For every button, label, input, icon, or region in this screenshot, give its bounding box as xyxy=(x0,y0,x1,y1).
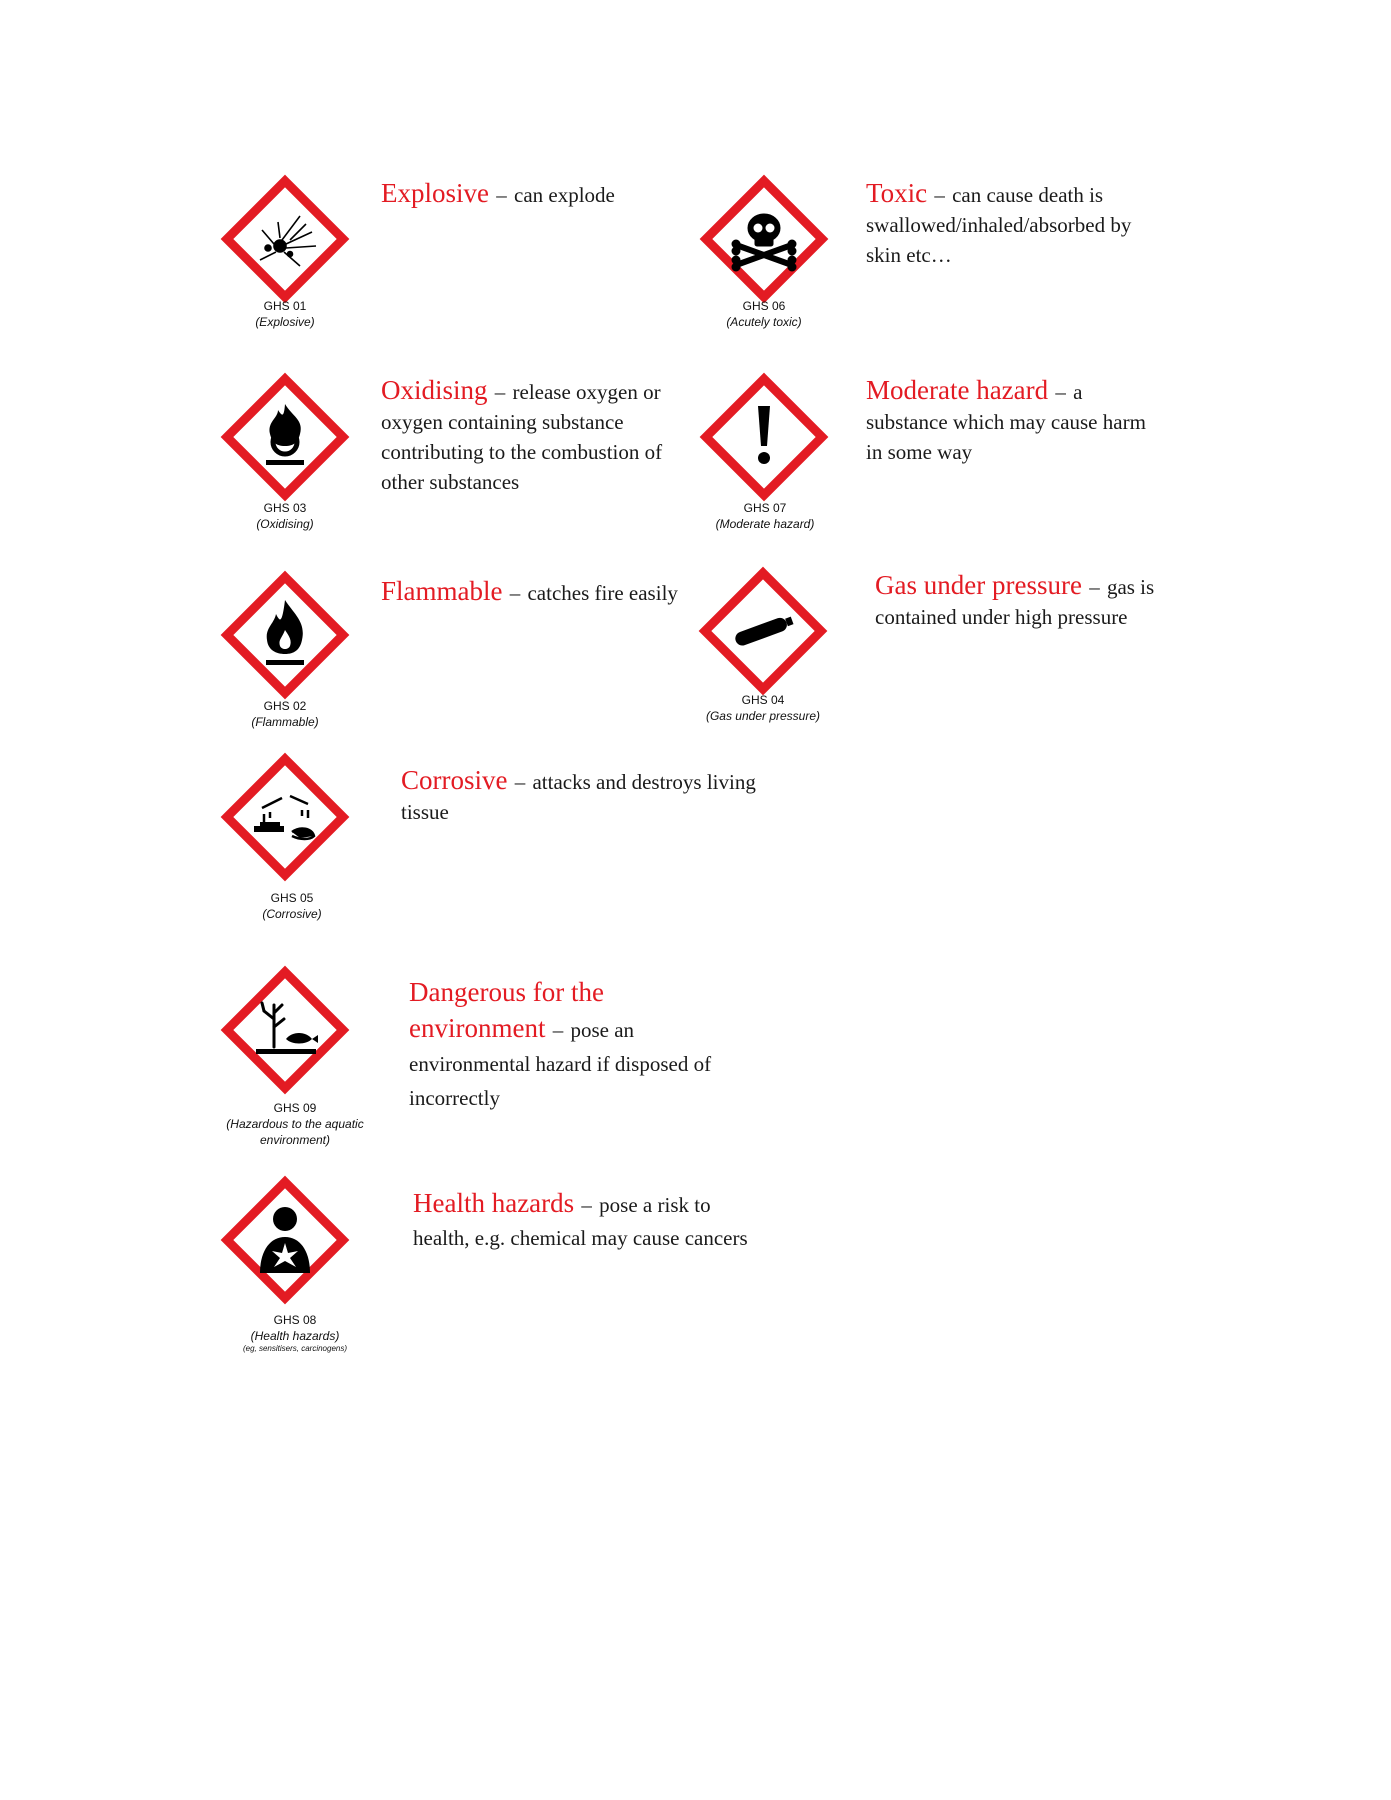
hazard-code-block xyxy=(695,692,831,724)
hazard-code: GHS 09 xyxy=(273,1101,317,1115)
hazard-title: Health hazards xyxy=(413,1188,575,1218)
environment-icon xyxy=(220,965,350,1095)
hazard-code-subnote: (eg, sensitisers, carcinogens) xyxy=(242,1344,348,1353)
hazard-code: GHS 07 xyxy=(743,501,787,515)
hazard-title: Gas under pressure xyxy=(875,570,1082,600)
hazard-code-block xyxy=(218,500,352,532)
hazard-text: release oxygen or oxygen containing substance contributing to the combustion of other substances xyxy=(381,380,663,494)
hazard-code: GHS 01 xyxy=(263,299,307,313)
hazard-title: Explosive xyxy=(381,178,489,208)
hazard-code: GHS 08 xyxy=(273,1313,317,1327)
hazard-code-name: (Oxidising) xyxy=(256,517,314,531)
hazard-code-name: (Gas under pressure) xyxy=(705,709,821,723)
hazard-text: a substance which may cause harm in some way xyxy=(866,380,1146,464)
flame-over-circle-icon xyxy=(220,372,350,502)
hazard-code-block xyxy=(218,698,352,730)
hazard-code: GHS 06 xyxy=(742,299,786,313)
hazard-description: Toxic – can cause death is swallowed/inhaled/absorbed by skin etc… xyxy=(866,178,1132,267)
hazard-code-block xyxy=(696,298,832,330)
explosive-icon xyxy=(220,174,350,304)
hazard-description: Oxidising – release oxygen or oxygen containing substance contributing to the combustion of other substances xyxy=(381,375,663,494)
hazard-description: Corrosive – attacks and destroys living tissue xyxy=(401,765,756,824)
hazard-text: can cause death is swallowed/inhaled/absorbed by skin etc… xyxy=(866,183,1132,267)
hazard-description: Dangerous for the environment – pose an environmental hazard if disposed of incorrectly xyxy=(409,977,712,1110)
hazard-text: gas is contained under high pressure xyxy=(875,575,1155,629)
hazard-description: Gas under pressure – gas is contained under high pressure xyxy=(875,570,1155,629)
hazard-description: Explosive – can explode xyxy=(381,178,615,208)
hazard-text: attacks and destroys living tissue xyxy=(401,770,756,824)
hazard-code: GHS 04 xyxy=(741,693,785,707)
hazard-code: GHS 05 xyxy=(270,891,314,905)
hazard-code-block xyxy=(225,890,359,922)
hazard-text: pose an environmental hazard if disposed of incorrectly xyxy=(409,1018,712,1110)
gas-cylinder-icon xyxy=(698,566,828,696)
hazard-code-name: (Acutely toxic) xyxy=(726,315,802,329)
health-hazard-icon xyxy=(220,1175,350,1305)
hazard-text: catches fire easily xyxy=(527,581,678,605)
hazard-description: Flammable – catches fire easily xyxy=(381,576,678,606)
hazard-code: GHS 02 xyxy=(263,699,307,713)
hazard-code-block xyxy=(218,298,352,330)
hazard-code-name: (Moderate hazard) xyxy=(715,517,815,531)
hazard-title: Corrosive xyxy=(401,765,508,795)
hazard-code-name: (Health hazards) xyxy=(250,1329,340,1343)
hazard-title: Dangerous for the environment xyxy=(409,977,604,1043)
hazard-code-block xyxy=(700,500,830,532)
skull-crossbones-icon xyxy=(699,174,829,304)
flame-icon xyxy=(220,570,350,700)
hazard-description: Health hazards – pose a risk to health, e.g. chemical may cause cancers xyxy=(413,1188,748,1250)
hazard-text: pose a risk to health, e.g. chemical may cause cancers xyxy=(413,1193,748,1250)
hazard-code-name: (Hazardous to the aquatic environment) xyxy=(226,1117,364,1147)
corrosion-icon xyxy=(220,752,350,882)
hazard-code-name: (Flammable) xyxy=(251,715,319,729)
hazard-title: Flammable xyxy=(381,576,503,606)
hazard-code-name: (Corrosive) xyxy=(262,907,322,921)
hazard-title: Moderate hazard xyxy=(866,375,1049,405)
hazard-title: Toxic xyxy=(866,178,928,208)
hazard-code-name: (Explosive) xyxy=(255,315,315,329)
hazard-code-block xyxy=(220,1100,370,1148)
exclamation-mark-icon xyxy=(699,372,829,502)
hazard-code: GHS 03 xyxy=(263,501,307,515)
hazard-code-block xyxy=(220,1312,370,1354)
hazard-text: can explode xyxy=(514,183,615,207)
hazard-title: Oxidising xyxy=(381,375,488,405)
hazard-description: Moderate hazard – a substance which may cause harm in some way xyxy=(866,375,1146,464)
